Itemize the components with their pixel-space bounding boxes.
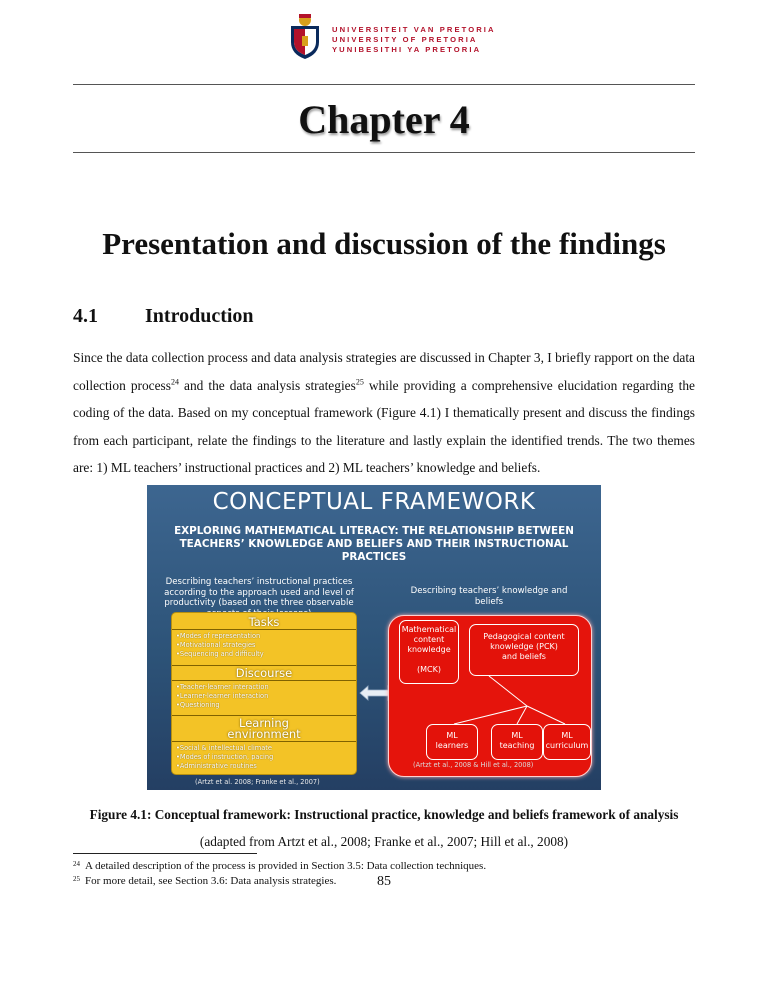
environment-item: •Social & intellectual climate	[176, 744, 272, 752]
university-crest-icon	[286, 12, 324, 60]
mck-line1: Mathematical	[401, 625, 457, 634]
mck-line3: knowledge	[407, 645, 451, 654]
top-rule	[73, 84, 695, 85]
ml-curriculum-box	[543, 724, 591, 760]
footnote-number: 24	[73, 860, 80, 868]
knowledge-beliefs-panel	[388, 615, 592, 777]
page-number: 85	[377, 874, 391, 889]
ml-curriculum-line2: curriculum	[545, 741, 589, 750]
ml-teaching-line1: ML	[511, 731, 523, 740]
footnote-text: A detailed description of the process is provided in Section 3.5: Data collection techniques.	[85, 860, 487, 872]
caption-normal: (adapted from Artzt et al., 2008; Franke et al., 2007; Hill et al., 2008)	[199, 834, 569, 849]
bottom-rule	[73, 152, 695, 153]
pck-box	[469, 624, 579, 676]
tasks-item: •Modes of representation	[176, 632, 261, 640]
mck-line2: content	[413, 635, 445, 644]
figure-reference-right: (Artzt et al., 2008 & Hill et al., 2008)	[413, 761, 534, 769]
tasks-underline	[172, 629, 356, 630]
body-paragraph	[73, 344, 695, 482]
knowledge-beliefs-description: Describing teachers’ knowledge and beliefs	[410, 586, 568, 607]
discourse-item: •Questioning	[176, 700, 220, 709]
section-heading	[73, 305, 254, 328]
ml-curriculum-line1: ML	[561, 731, 573, 740]
ml-learners-box	[426, 724, 478, 760]
discourse-heading: Discourse	[235, 666, 293, 680]
footnote-rule	[73, 853, 257, 854]
section-number: 4.1	[73, 305, 98, 327]
figure-title: CONCEPTUAL FRAMEWORK	[212, 489, 536, 515]
discourse-item: •Teacher-learner interaction	[176, 683, 269, 691]
discourse-item: •Learner-learner interaction	[176, 691, 269, 700]
ml-teaching-line2: teaching	[499, 741, 535, 750]
conceptual-framework-figure	[147, 485, 601, 790]
ml-teaching-box	[491, 724, 543, 760]
footnote-number: 25	[73, 874, 80, 883]
learning-environment-list	[176, 744, 273, 770]
learning-environment-heading-line1: Learning	[239, 716, 289, 730]
body-part-3: while providing a comprehensive elucidation regarding the coding of the data. Based on my conceptual framework (Figure 4.1) I thematically present and discuss the findings from each participant, relate the findings to the literature and lastly explain the identified trends. The two themes are: 1) ML teachers’ instructional practices and 2) ML teachers’ knowledge and beliefs.	[73, 377, 695, 475]
environment-item: •Administrative routines	[176, 761, 257, 770]
figure-reference-left: (Artzt et al. 2008; Franke et al., 2007)	[195, 778, 320, 786]
pck-line3: and beliefs	[502, 652, 546, 661]
discourse-underline	[172, 680, 356, 681]
chapter-main-title: Presentation and discussion of the findings	[102, 226, 666, 261]
university-name-english: UNIVERSITY OF PRETORIA	[332, 35, 478, 44]
chapter-title: Chapter 4	[298, 97, 470, 142]
body-part-2: and the data analysis strategies	[178, 377, 356, 393]
tasks-item: •Sequencing and difficulty	[176, 649, 264, 658]
pck-line1: Pedagogical content	[483, 632, 565, 641]
footnote-24	[73, 858, 486, 873]
ml-learners-line1: ML	[446, 731, 458, 740]
environment-underline	[172, 741, 356, 742]
tasks-item: •Motivational strategies	[176, 640, 256, 649]
instructional-practices-box	[171, 612, 357, 775]
footnote-ref-25[interactable]: 25	[355, 377, 364, 387]
discourse-list	[176, 683, 269, 709]
caption-bold: Figure 4.1: Conceptual framework: Instructional practice, knowledge and beliefs framework of analysis	[89, 807, 679, 822]
section-title: Introduction	[145, 305, 254, 327]
university-name-afrikaans: UNIVERSITEIT VAN PRETORIA	[332, 25, 496, 34]
figure-caption	[73, 801, 695, 855]
learning-environment-heading	[172, 718, 356, 740]
university-name	[332, 25, 496, 55]
learning-environment-heading-line2: environment	[227, 727, 301, 741]
body-part-1: Since the data collection process and data analysis strategies are discussed in Chapter 3, I briefly rapport on the data collection process	[73, 350, 695, 393]
mck-box	[399, 620, 459, 684]
instructional-practices-description: Describing teachers’ instructional practices according to the approach used and level of productivity (based on the three observable	[164, 577, 354, 608]
ml-learners-line2: learners	[435, 741, 469, 750]
footnote-text: For more detail, see Section 3.6: Data analysis strategies.	[85, 874, 337, 887]
footnote-ref-24[interactable]: 24	[170, 377, 179, 387]
tasks-heading: Tasks	[248, 615, 280, 629]
university-name-sepedi: YUNIBESITHI YA PRETORIA	[332, 45, 482, 54]
environment-item: •Modes of instruction, pacing	[176, 752, 274, 761]
university-header	[286, 12, 526, 60]
pck-line2: knowledge (PCK)	[490, 642, 558, 651]
mck-abbr: (MCK)	[417, 665, 441, 674]
figure-subtitle: EXPLORING MATHEMATICAL LITERACY: THE RELATIONSHIP BETWEEN TEACHERS’ KNOWLEDGE AND BELIEFS AND THEIR INSTRUCTIONAL PRACTICES	[174, 525, 574, 563]
tasks-list	[176, 632, 264, 658]
